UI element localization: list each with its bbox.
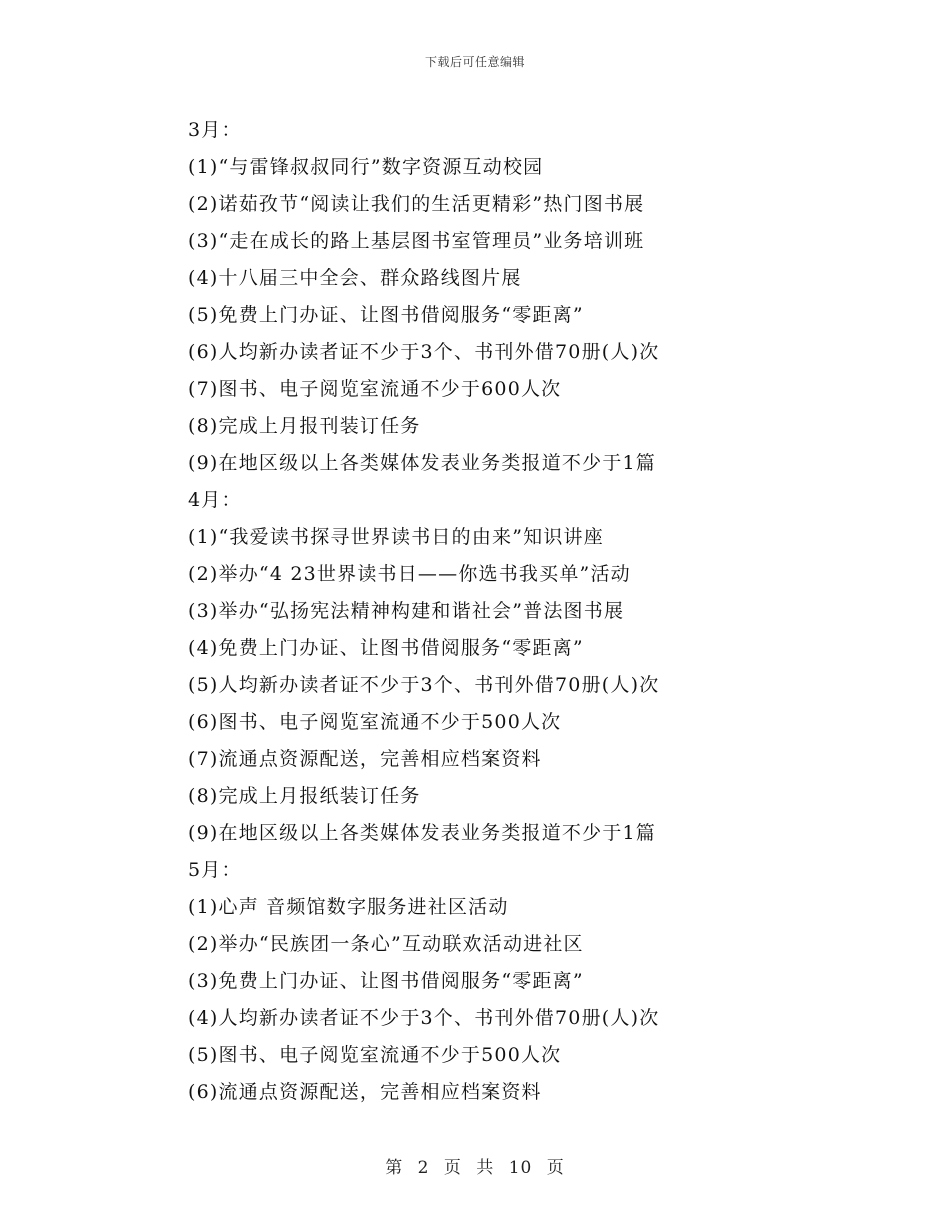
list-item: (6)流通点资源配送，完善相应档案资料 [188, 1081, 542, 1103]
list-item: (1)心声 音频馆数字服务进社区活动 [188, 896, 509, 918]
list-item: (4)免费上门办证、让图书借阅服务“零距离” [188, 637, 584, 659]
page-number-footer: 第 2 页 共 10 页 [385, 1158, 565, 1178]
month-heading-may: 5月： [188, 859, 242, 881]
list-item: (1)“与雷锋叔叔同行”数字资源互动校园 [188, 156, 544, 178]
list-item: (8)完成上月报刊装订任务 [188, 415, 421, 437]
list-item: (2)诺茹孜节“阅读让我们的生活更精彩”热门图书展 [188, 193, 645, 215]
list-item: (5)图书、电子阅览室流通不少于500人次 [188, 1044, 562, 1066]
list-item: (8)完成上月报纸装订任务 [188, 785, 421, 807]
list-item: (6)图书、电子阅览室流通不少于500人次 [188, 711, 562, 733]
list-item: (4)人均新办读者证不少于3个、书刊外借70册(人)次 [188, 1007, 660, 1029]
list-item: (1)“我爱读书探寻世界读书日的由来”知识讲座 [188, 526, 604, 548]
list-item: (9)在地区级以上各类媒体发表业务类报道不少于1篇 [188, 452, 657, 474]
list-item: (2)举办“4 23世界读书日——你选书我买单”活动 [188, 563, 631, 585]
page-header-note: 下载后可任意编辑 [424, 55, 525, 69]
document-body [188, 112, 808, 1111]
list-item: (3)举办“弘扬宪法精神构建和谐社会”普法图书展 [188, 600, 625, 622]
month-heading-march: 3月： [188, 119, 242, 141]
list-item: (5)免费上门办证、让图书借阅服务“零距离” [188, 304, 584, 326]
list-item: (4)十八届三中全会、群众路线图片展 [188, 267, 522, 289]
list-item: (7)流通点资源配送，完善相应档案资料 [188, 748, 542, 770]
list-item: (5)人均新办读者证不少于3个、书刊外借70册(人)次 [188, 674, 660, 696]
list-item: (6)人均新办读者证不少于3个、书刊外借70册(人)次 [188, 341, 660, 363]
list-item: (3)免费上门办证、让图书借阅服务“零距离” [188, 970, 584, 992]
list-item: (2)举办“民族团一条心”互动联欢活动进社区 [188, 933, 584, 955]
list-item: (7)图书、电子阅览室流通不少于600人次 [188, 378, 562, 400]
list-item: (9)在地区级以上各类媒体发表业务类报道不少于1篇 [188, 822, 657, 844]
month-heading-april: 4月： [188, 489, 242, 511]
list-item: (3)“走在成长的路上基层图书室管理员”业务培训班 [188, 230, 645, 252]
